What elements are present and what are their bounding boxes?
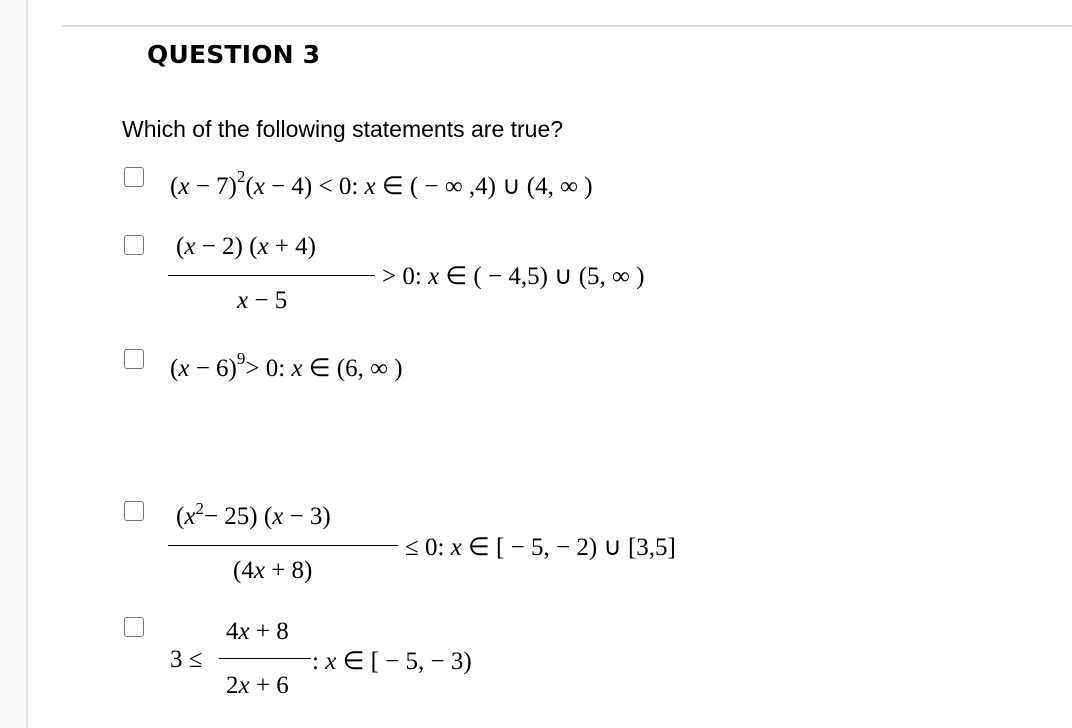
option-c-base: (x − 6) — [170, 355, 237, 382]
question-divider — [62, 25, 1072, 27]
option-c-checkbox[interactable] — [124, 349, 144, 369]
option-e-prefix: 3 ≤ — [170, 646, 203, 673]
option-d-fraction-bar — [168, 545, 398, 546]
option-c-statement — [170, 349, 403, 383]
option-e-denominator: 2x + 6 — [226, 672, 289, 699]
option-b-rhs: > 0: x ∈ ( − 4,5) ∪ (5, ∞ ) — [382, 263, 645, 290]
question-prompt: Which of the following statements are true? — [122, 116, 564, 142]
option-a-rest: (x − 4) < 0: x ∈ ( − ∞ ,4) ∪ (4, ∞ ) — [245, 173, 593, 200]
option-b-fraction-bar — [168, 275, 375, 276]
option-c-rest: > 0: x ∈ (6, ∞ ) — [245, 355, 403, 382]
option-d-num-rest: − 25) (x − 3) — [203, 503, 331, 530]
option-e-rhs: : x ∈ [ − 5, − 3) — [312, 648, 472, 675]
option-d-numerator — [176, 499, 331, 531]
option-d-num-exponent: 2 — [195, 499, 204, 518]
option-b-checkbox[interactable] — [124, 235, 144, 255]
option-d-rhs: ≤ 0: x ∈ [ − 5, − 2) ∪ [3,5] — [405, 534, 676, 561]
option-a-checkbox[interactable] — [124, 167, 144, 187]
option-d-num-base: (x — [176, 503, 196, 530]
left-gutter — [0, 0, 28, 728]
option-a-exponent: 2 — [236, 167, 246, 186]
option-b-numerator: (x − 2) (x + 4) — [176, 233, 316, 260]
option-c-exponent: 9 — [236, 349, 246, 368]
option-b-denominator: x − 5 — [237, 287, 288, 314]
option-a-base: (x − 7) — [170, 173, 237, 200]
option-d-checkbox[interactable] — [124, 501, 144, 521]
question-title: QUESTION 3 — [147, 40, 321, 69]
option-e-numerator: 4x + 8 — [226, 618, 289, 645]
option-d-denominator: (4x + 8) — [233, 557, 313, 584]
option-a-statement — [170, 167, 593, 201]
option-e-checkbox[interactable] — [124, 617, 144, 637]
option-e-fraction-bar — [219, 658, 311, 659]
